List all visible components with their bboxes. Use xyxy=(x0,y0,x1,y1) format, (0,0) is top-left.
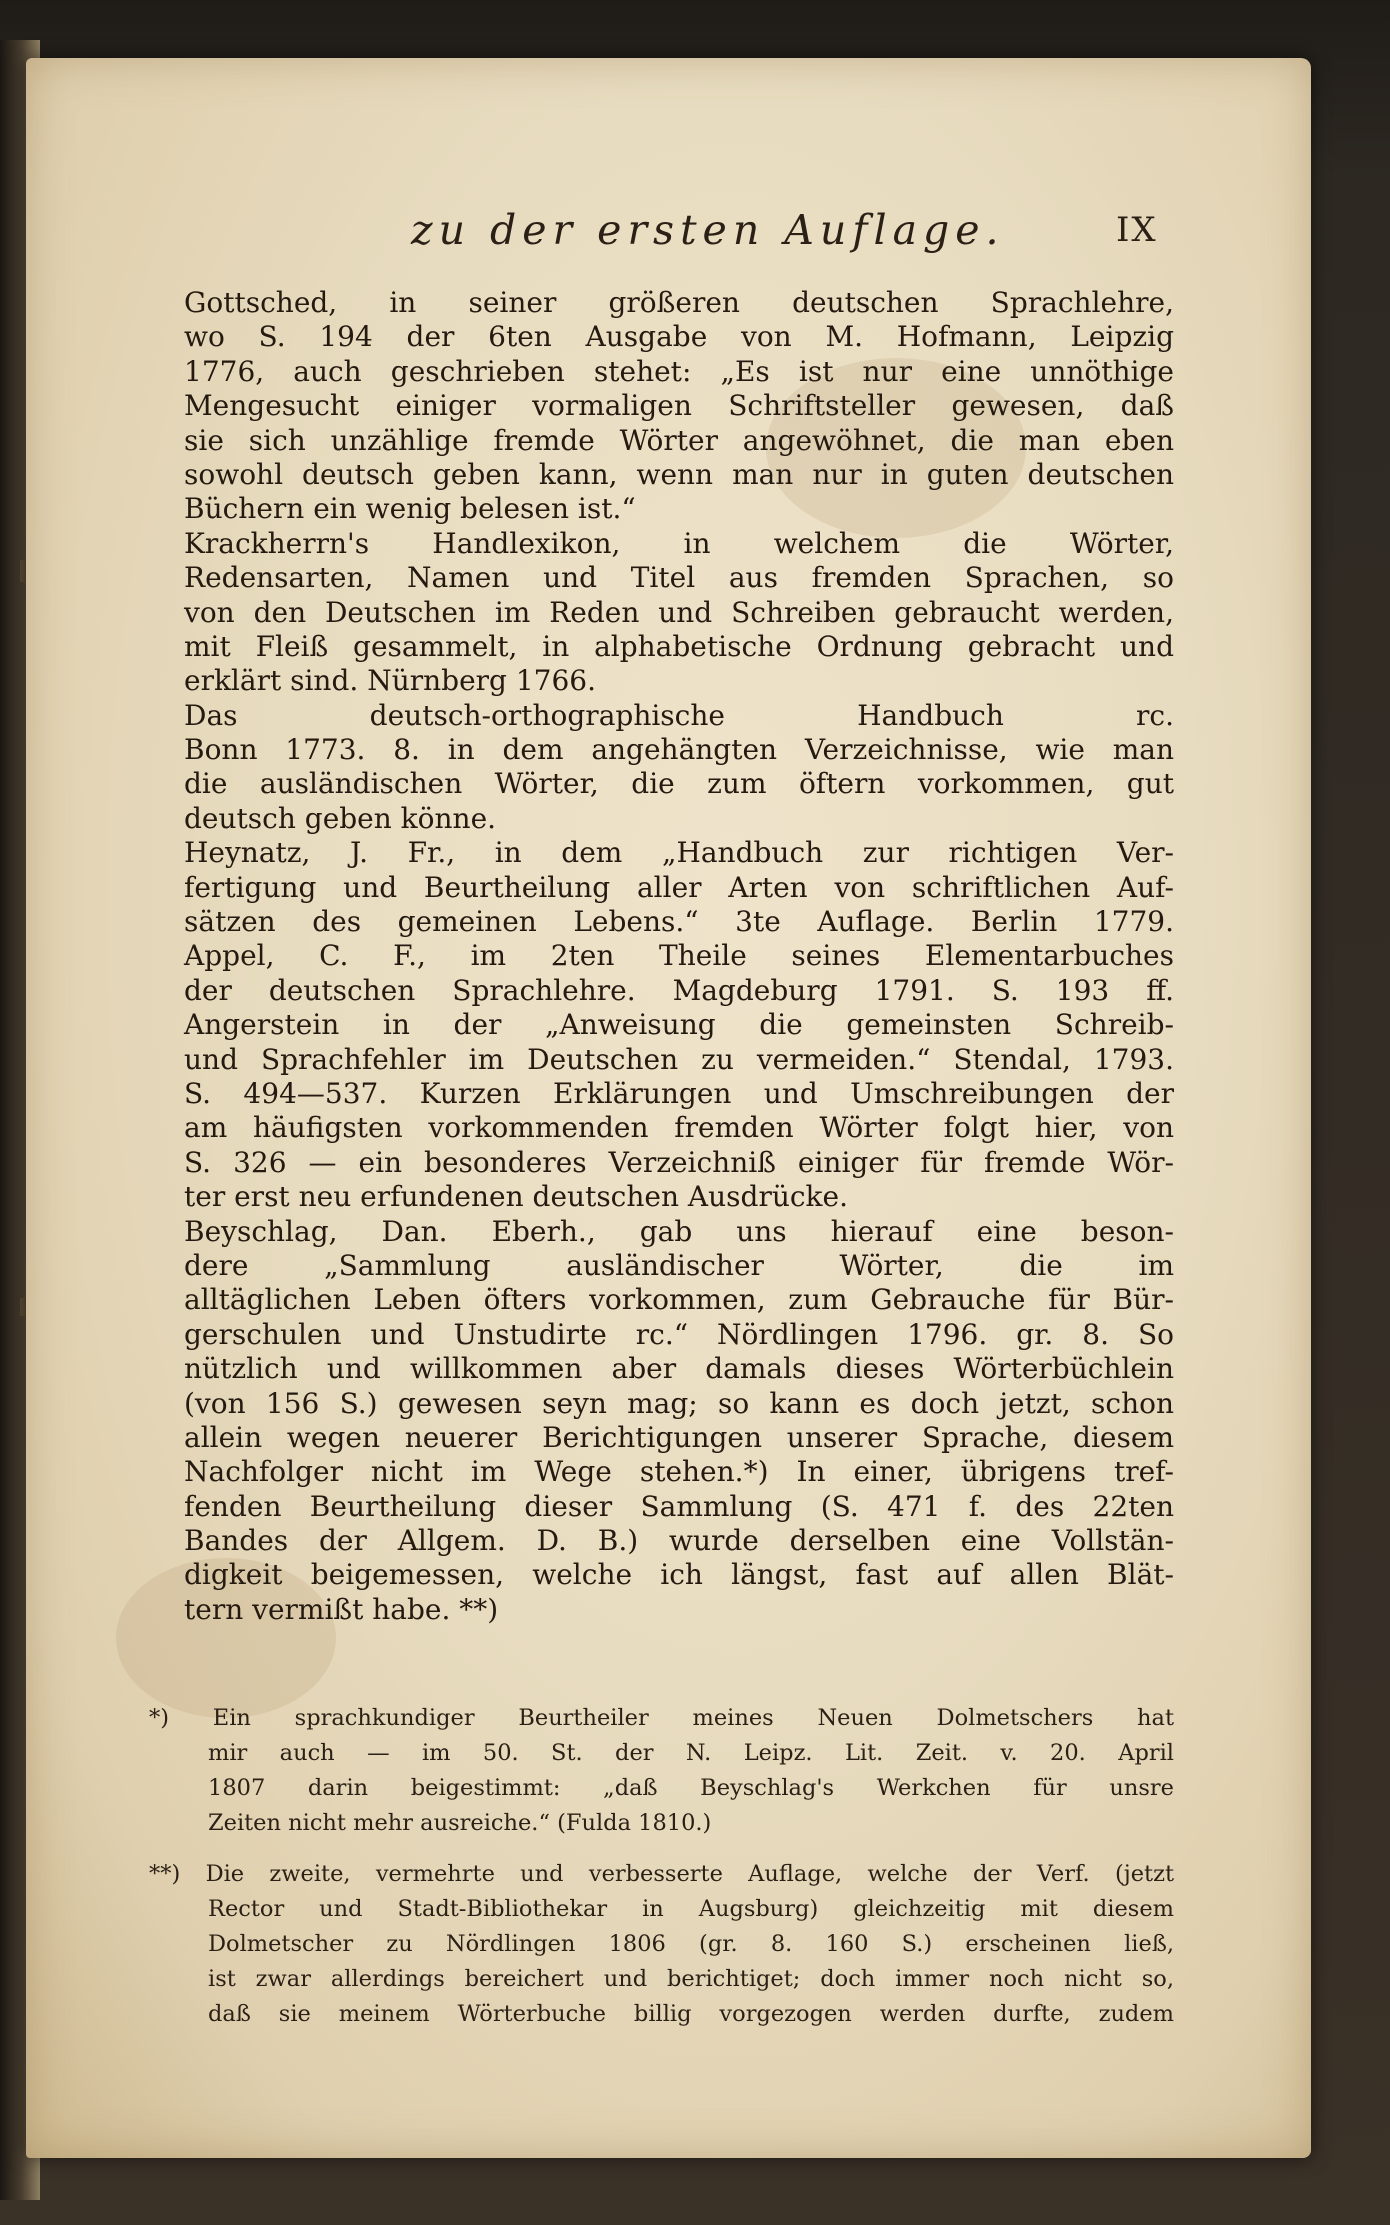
text-line: Angerstein in der „Anweisung die gemeinsten Schreib- xyxy=(184,1008,1174,1042)
text-line: erklärt sind. Nürnberg 1766. xyxy=(184,664,597,698)
text-line: Büchern ein wenig belesen ist.“ xyxy=(184,492,636,526)
text-line: digkeit beigemessen, welche ich längst, fast auf allen Blät- xyxy=(184,1558,1174,1592)
text-line: alltäglichen Leben öfters vorkommen, zum Gebrauche für Bür- xyxy=(184,1283,1174,1317)
text-line: gerschulen und Unstudirte rc.“ Nördlingen 1796. gr. 8. So xyxy=(184,1317,1174,1351)
text-line: deutsch geben könne. xyxy=(184,801,497,835)
text-line: dere „Sammlung ausländischer Wörter, die im xyxy=(184,1248,1174,1282)
text-line: fertigung und Beurtheilung aller Arten von schriftlichen Auf- xyxy=(184,870,1174,904)
page-header xyxy=(26,206,1311,266)
footnote-line: mir auch — im 50. St. der N. Leipz. Lit. Zeit. v. 20. April xyxy=(208,1740,1174,1766)
footnote xyxy=(149,1701,1174,1841)
footnote-line: daß sie meinem Wörterbuche billig vorgezogen werden durfte, zudem xyxy=(208,2001,1174,2027)
text-line: Das deutsch-orthographische Handbuch rc. xyxy=(184,698,1174,732)
text-line: sätzen des gemeinen Lebens.“ 3te Auflage. Berlin 1779. xyxy=(184,905,1174,939)
text-line: Bonn 1773. 8. in dem angehängten Verzeichnisse, wie man xyxy=(184,733,1174,767)
text-line: sie sich unzählige fremde Wörter angewöhnet, die man eben xyxy=(184,423,1174,457)
text-line: fenden Beurtheilung dieser Sammlung (S. 471 f. des 22ten xyxy=(184,1489,1174,1523)
footnote xyxy=(149,1857,1174,2032)
footnote-line: *) Ein sprachkundiger Beurtheiler meines Neuen Dolmetschers hat xyxy=(149,1705,1174,1731)
book-page xyxy=(26,58,1311,2158)
text-line: der deutschen Sprachlehre. Magdeburg 1791. S. 193 ff. xyxy=(184,973,1174,1007)
text-line: allein wegen neuerer Berichtigungen unserer Sprache, diesem xyxy=(184,1420,1174,1454)
footnote-line: Rector und Stadt-Bibliothekar in Augsburg) gleichzeitig mit diesem xyxy=(208,1896,1174,1922)
text-line: tern vermißt habe. **) xyxy=(184,1592,499,1626)
text-line: Nachfolger nicht im Wege stehen.*) In einer, übrigens tref- xyxy=(184,1455,1174,1489)
text-line: sowohl deutsch geben kann, wenn man nur in guten deutschen xyxy=(184,457,1174,491)
text-line: Gottsched, in seiner größeren deutschen Sprachlehre, xyxy=(184,286,1174,319)
text-line: Heynatz, J. Fr., in dem „Handbuch zur richtigen Ver- xyxy=(184,836,1174,870)
text-line: die ausländischen Wörter, die zum öftern vorkommen, gut xyxy=(184,767,1174,801)
text-line: S. 494—537. Kurzen Erklärungen und Umschreibungen der xyxy=(184,1076,1174,1110)
text-line: S. 326 — ein besonderes Verzeichniß einiger für fremde Wör- xyxy=(184,1145,1174,1179)
text-line: und Sprachfehler im Deutschen zu vermeiden.“ Stendal, 1793. xyxy=(184,1042,1174,1076)
body-text xyxy=(184,286,1174,1627)
footnote-line: **) Die zweite, vermehrte und verbesserte Auflage, welche der Verf. (jetzt xyxy=(149,1861,1174,1887)
text-line: 1776, auch geschrieben stehet: „Es ist nur eine unnöthige xyxy=(184,354,1174,388)
text-line: mit Fleiß gesammelt, in alphabetische Ordnung gebracht und xyxy=(184,629,1174,663)
text-line: Krackherrn's Handlexikon, in welchem die Wörter, xyxy=(184,526,1174,560)
footnote-line: 1807 darin beigestimmt: „daß Beyschlag's Werkchen für unsre xyxy=(208,1775,1174,1801)
text-line: Redensarten, Namen und Titel aus fremden Sprachen, so xyxy=(184,561,1174,595)
text-line: wo S. 194 der 6ten Ausgabe von M. Hofmann, Leipzig xyxy=(184,320,1174,354)
footnote-line: Zeiten nicht mehr ausreiche.“ (Fulda 1810.) xyxy=(208,1810,712,1836)
footnote-line: ist zwar allerdings bereichert und berichtiget; doch immer noch nicht so, xyxy=(208,1966,1174,1992)
running-title: zu der ersten Auflage. xyxy=(411,206,1005,254)
footnote-line: Dolmetscher zu Nördlingen 1806 (gr. 8. 160 S.) erscheinen ließ, xyxy=(208,1931,1174,1957)
footnotes xyxy=(149,1701,1174,2048)
text-line: Mengesucht einiger vormaligen Schriftsteller gewesen, daß xyxy=(184,389,1174,423)
text-line: Beyschlag, Dan. Eberh., gab uns hierauf eine beson- xyxy=(184,1214,1174,1248)
text-line: nützlich und willkommen aber damals dieses Wörterbüchlein xyxy=(184,1352,1174,1386)
text-line: am häufigsten vorkommenden fremden Wörter folgt hier, von xyxy=(184,1111,1174,1145)
page-number: IX xyxy=(1116,210,1158,250)
text-line: (von 156 S.) gewesen seyn mag; so kann es doch jetzt, schon xyxy=(184,1386,1174,1420)
text-line: ter erst neu erfundenen deutschen Ausdrücke. xyxy=(184,1180,848,1214)
text-line: Bandes der Allgem. D. B.) wurde derselben eine Vollstän- xyxy=(184,1524,1174,1558)
text-line: von den Deutschen im Reden und Schreiben gebraucht werden, xyxy=(184,595,1174,629)
text-line: Appel, C. F., im 2ten Theile seines Elementarbuches xyxy=(184,939,1174,973)
